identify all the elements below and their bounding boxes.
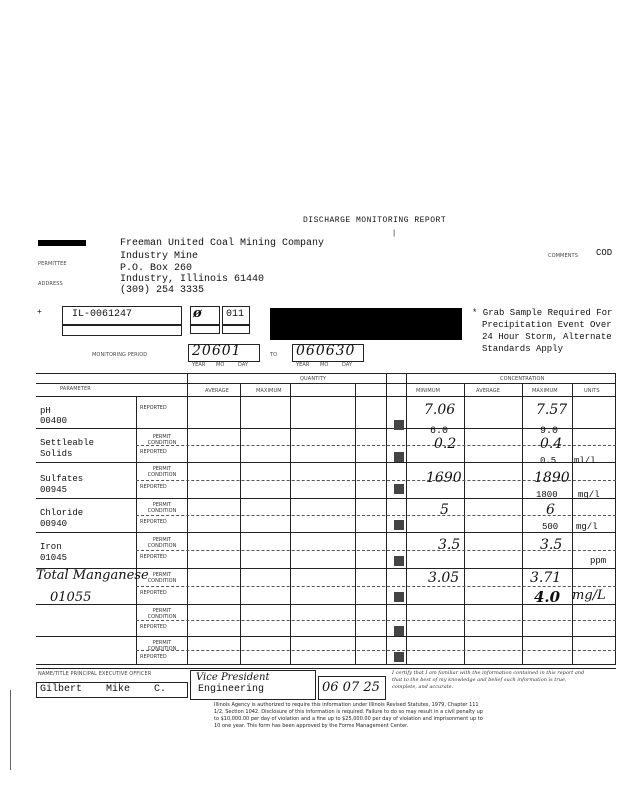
sulfates-reported-avg: 1690 [426,470,462,486]
row4-reported: REPORTED [140,519,167,525]
scan-mark [394,484,404,494]
report-title: DISCHARGE MONITORING REPORT [303,216,447,225]
chloride-limit-max: 500 [542,522,559,532]
permittee-phone: (309) 254 3335 [120,285,205,296]
redaction-block [270,308,462,340]
scan-mark [394,520,404,530]
scan-mark [394,652,404,662]
iron-units: ppm [590,556,607,566]
certification-text: I certify that I am familiar with the information contained in this report and that to the best of my knowledge and belief such information is true, complete, and accurate. [392,670,585,690]
officer-mi: C. [154,684,167,695]
manganese-limit-max: 4.0 [534,588,561,606]
discharge-handwritten: ø [193,306,202,321]
permittee-label: PERMITTEE [38,261,67,267]
address-label: ADDRESS [38,281,63,287]
row5-reported: REPORTED [140,554,167,560]
discharge-number: 011 [226,309,245,320]
officer-last: Gilbert [40,684,83,695]
monitoring-period-label: MONITORING PERIOD [92,352,148,358]
period-from: 20601 [192,343,242,359]
redaction-bar [38,240,86,246]
param-iron-code: 01045 [40,553,68,563]
permit-sub-box [62,324,182,336]
param-sulfates: Sulfates [40,474,84,484]
permittee-address1: P.O. Box 260 [120,263,193,274]
sulfates-units: mg/l [578,490,600,500]
scan-mark [394,592,404,602]
chloride-reported-avg: 5 [440,502,449,518]
iron-reported-max: 3.5 [540,537,563,553]
param-chloride: Chloride [40,508,84,518]
param-iron: Iron [40,542,62,552]
row7-reported: REPORTED [140,624,167,630]
scan-mark [394,452,404,462]
comments-label: COMMENTS [548,253,578,259]
margin-print [10,690,17,770]
comments-value: COD [596,248,613,258]
param-manganese: Total Manganese [36,568,149,583]
permit-number: IL-0061247 [72,309,133,320]
scan-mark [394,626,404,636]
period-to: 060630 [296,343,356,359]
param-settleable-2: Solids [40,449,73,459]
officer-title: Vice President [196,672,270,683]
chloride-units: mg/l [576,522,598,532]
ph-limit-max: 9.0 [540,426,559,437]
row2-reported: REPORTED [140,449,167,455]
grab-note-line2: Precipitation Event Over [482,320,612,330]
parameter-header: PARAMETER [60,386,91,392]
qty-avg-header: AVERAGE [205,388,230,394]
param-ph: pH [40,406,51,416]
param-settleable: Settleable [40,438,95,448]
from-mo: MO [216,362,225,368]
param-sulfates-code: 00945 [40,485,68,495]
officer-first: Mike [106,684,131,695]
sulfates-reported-max: 1890 [534,470,570,486]
grab-note-line1: * Grab Sample Required For [472,308,613,318]
iron-reported-avg: 3.5 [438,537,461,553]
sulfates-limit-max: 1800 [536,490,558,500]
officer-label: NAME/TITLE PRINCIPAL EXECUTIVE OFFICER [38,671,152,677]
row2-permit: PERMIT CONDITION [147,466,177,478]
row7-permit: PERMIT CONDITION [147,640,177,652]
row1-reported: REPORTED [140,405,167,411]
manganese-reported-avg: 3.05 [428,570,460,586]
row5-permit: PERMIT CONDITION [147,572,177,584]
ph-limit-min: 6.0 [430,426,449,437]
manganese-units: mg/L [572,588,606,603]
discharge-sub-a [190,324,220,334]
officer-dept: Engineering [198,684,265,695]
grab-note-line3: 24 Hour Storm, Alternate [482,332,612,342]
quantity-header: QUANTITY [300,376,327,382]
margin-mark: + [37,308,42,317]
settleable-reported-b: 0.4 [540,436,563,452]
units-header: UNITS [584,388,600,394]
row3-reported: REPORTED [140,484,167,490]
permittee-name: Freeman United Coal Mining Company [120,238,325,249]
ph-reported-min: 7.06 [424,402,456,418]
conc-min-header: MINIMUM [416,388,440,394]
concentration-header: CONCENTRATION [500,376,545,382]
grab-note-line4: Standards Apply [482,344,564,354]
from-day: DAY [238,362,249,368]
conc-max-header: MAXIMUM [532,388,558,394]
to-day: DAY [342,362,353,368]
row6-permit: PERMIT CONDITION [147,608,177,620]
from-year: YEAR [192,362,206,368]
row3-permit: PERMIT CONDITION [147,502,177,514]
title-tick: | [392,230,397,238]
scan-mark [394,420,404,430]
row8-reported: REPORTED [140,654,167,660]
to-label: TO [270,352,278,358]
permittee-facility: Industry Mine [120,251,199,262]
discharge-sub-b [222,324,250,334]
sign-date: 06 07 25 [322,680,380,695]
param-manganese-code: 01055 [50,590,92,605]
to-mo: MO [320,362,329,368]
row6-reported: REPORTED [140,590,167,596]
chloride-reported-max: 6 [546,502,555,518]
ph-reported-max: 7.57 [536,402,568,418]
settleable-limit-max: 0.5 [540,456,557,466]
manganese-reported-max: 3.71 [530,570,562,586]
settleable-reported-a: 0.2 [434,436,457,452]
conc-avg-header: AVERAGE [476,388,501,394]
param-ph-code: 00400 [40,416,68,426]
settleable-units: ml/l [574,456,596,466]
permittee-address2: Industry, Illinois 61440 [120,274,265,285]
scan-mark [394,556,404,566]
footer-text: Illinois Agency is authorized to require this information under Illinois Revised Statutes, 1979, Chapter 111 1/2, Section 1042. Disclosure of this information is required. Failure to do so may result in a civil penalty up to $10,000.00 per day of violation and a fine up to $25,000.00 per day of violation and imprisonment up to 10 one year. This form has been approved by the Forms Management Center. [214,702,483,729]
row4-permit: PERMIT CONDITION [147,537,177,549]
param-chloride-code: 00940 [40,519,68,529]
row1-permit: PERMIT CONDITION [147,434,177,446]
qty-max-header: MAXIMUM [256,388,282,394]
to-year: YEAR [296,362,310,368]
